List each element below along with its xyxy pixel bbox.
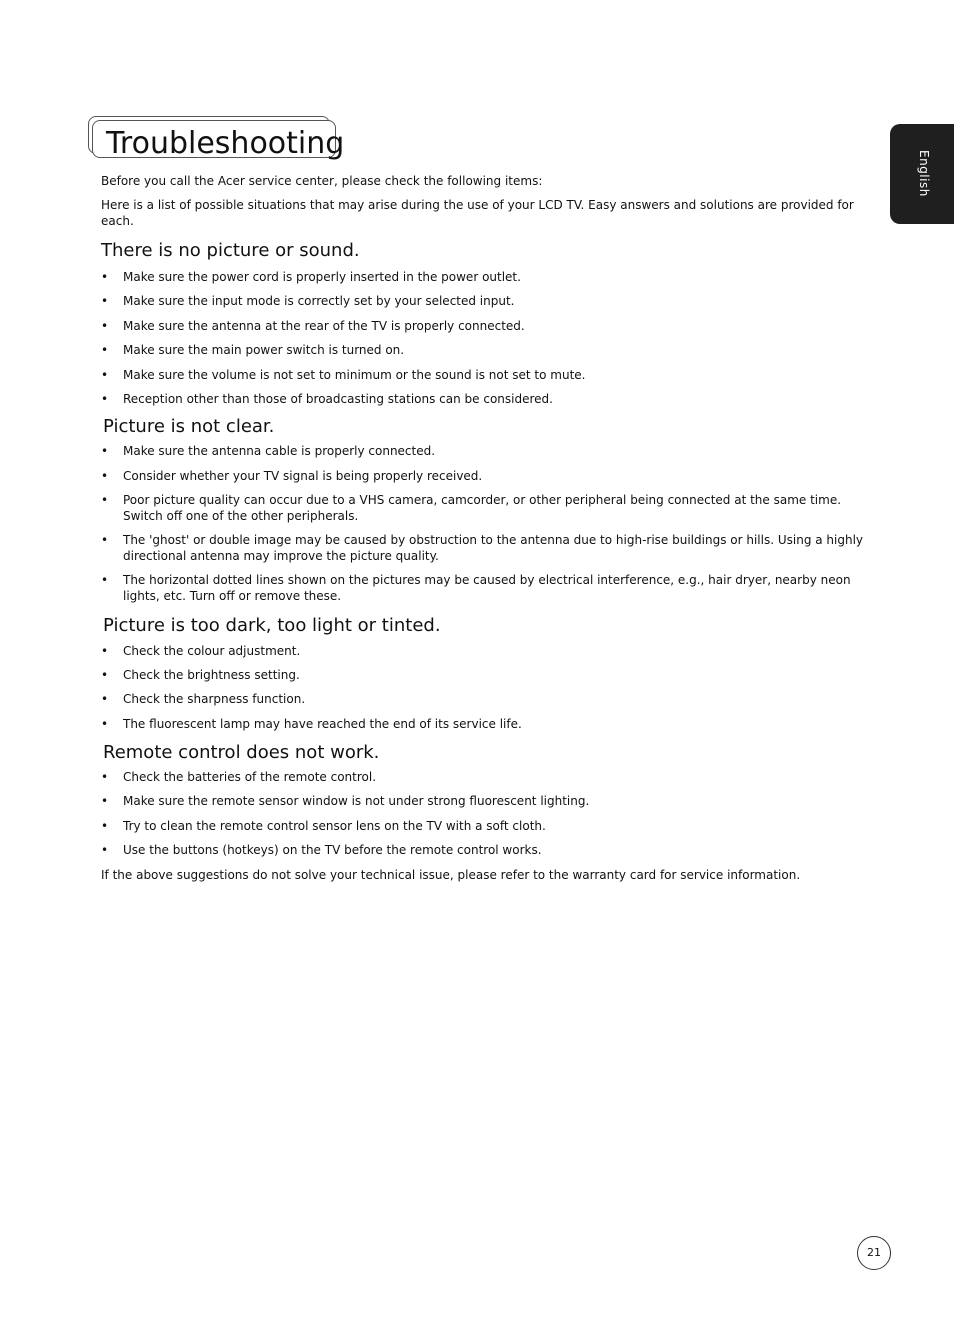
list-item: • The 'ghost' or double image may be caused by obstruction to the antenna due to high-rise buildings or hills. Using a highly directional antenna may improve the picture quality. xyxy=(101,533,864,563)
list-item: • The fluorescent lamp may have reached the end of its service life. xyxy=(101,717,522,731)
section-heading-picture-dark-light: Picture is too dark, too light or tinted. xyxy=(103,615,441,636)
list-item: • Check the sharpness function. xyxy=(101,692,306,706)
page-number: 21 xyxy=(857,1236,891,1270)
list-item: • Make sure the power cord is properly inserted in the power outlet. xyxy=(101,270,521,284)
section-heading-picture-not-clear: Picture is not clear. xyxy=(103,416,275,437)
list-item: • The horizontal dotted lines shown on the pictures may be caused by electrical interference, e.g., hair dryer, nearby neon lights, etc. Turn off or remove these. xyxy=(101,573,851,603)
section-list-picture-not-clear xyxy=(101,443,863,604)
list-item: • Check the colour adjustment. xyxy=(101,644,301,658)
list-item: • Consider whether your TV signal is being properly received. xyxy=(101,469,483,483)
bullet-icon: • xyxy=(101,294,109,308)
footer-note: If the above suggestions do not solve your technical issue, please refer to the warranty card for service information. xyxy=(101,868,801,882)
bullet-icon: • xyxy=(101,533,109,547)
bullet-icon: • xyxy=(101,493,109,507)
bullet-icon: • xyxy=(101,794,109,808)
section-list-remote-control xyxy=(101,769,863,858)
list-item: • Make sure the volume is not set to minimum or the sound is not set to mute. xyxy=(101,368,586,382)
bullet-icon: • xyxy=(101,368,109,382)
bullet-icon: • xyxy=(101,343,109,357)
section-heading-remote-control: Remote control does not work. xyxy=(103,742,380,763)
list-item: • Check the batteries of the remote control. xyxy=(101,770,377,784)
list-item: • Make sure the antenna at the rear of the TV is properly connected. xyxy=(101,319,525,333)
bullet-icon: • xyxy=(101,444,109,458)
list-item: • Check the brightness setting. xyxy=(101,668,300,682)
section-list-no-picture-sound xyxy=(101,269,863,407)
list-item: • Make sure the input mode is correctly set by your selected input. xyxy=(101,294,515,308)
page-title-tab xyxy=(88,116,345,161)
list-item: • Reception other than those of broadcasting stations can be considered. xyxy=(101,392,553,406)
list-item: • Make sure the remote sensor window is not under strong fluorescent lighting. xyxy=(101,794,590,808)
language-tab-label: English xyxy=(917,150,931,197)
bullet-icon: • xyxy=(101,843,109,857)
section-list-picture-dark-light xyxy=(101,643,863,732)
page-title: Troubleshooting xyxy=(106,126,345,161)
list-item: • Poor picture quality can occur due to a VHS camera, camcorder, or other peripheral being connected at the same time. Switch off one of the other peripherals. xyxy=(101,493,842,523)
main-content xyxy=(101,173,863,883)
bullet-icon: • xyxy=(101,270,109,284)
bullet-icon: • xyxy=(101,668,109,682)
bullet-icon: • xyxy=(101,469,109,483)
bullet-icon: • xyxy=(101,819,109,833)
intro-line-1: Before you call the Acer service center, please check the following items: xyxy=(101,174,543,188)
bullet-icon: • xyxy=(101,770,109,784)
title-tab-front xyxy=(92,120,345,161)
list-item: • Make sure the antenna cable is properly connected. xyxy=(101,444,436,458)
intro-line-2: Here is a list of possible situations that may arise during the use of your LCD TV. Easy answers and solutions are provided for each. xyxy=(101,198,854,228)
list-item: • Try to clean the remote control sensor lens on the TV with a soft cloth. xyxy=(101,819,546,833)
list-item: • Use the buttons (hotkeys) on the TV before the remote control works. xyxy=(101,843,542,857)
bullet-icon: • xyxy=(101,573,109,587)
list-item: • Make sure the main power switch is turned on. xyxy=(101,343,405,357)
section-heading-no-picture-sound: There is no picture or sound. xyxy=(101,240,360,261)
bullet-icon: • xyxy=(101,392,109,406)
bullet-icon: • xyxy=(101,319,109,333)
bullet-icon: • xyxy=(101,644,109,658)
bullet-icon: • xyxy=(101,717,109,731)
bullet-icon: • xyxy=(101,692,109,706)
